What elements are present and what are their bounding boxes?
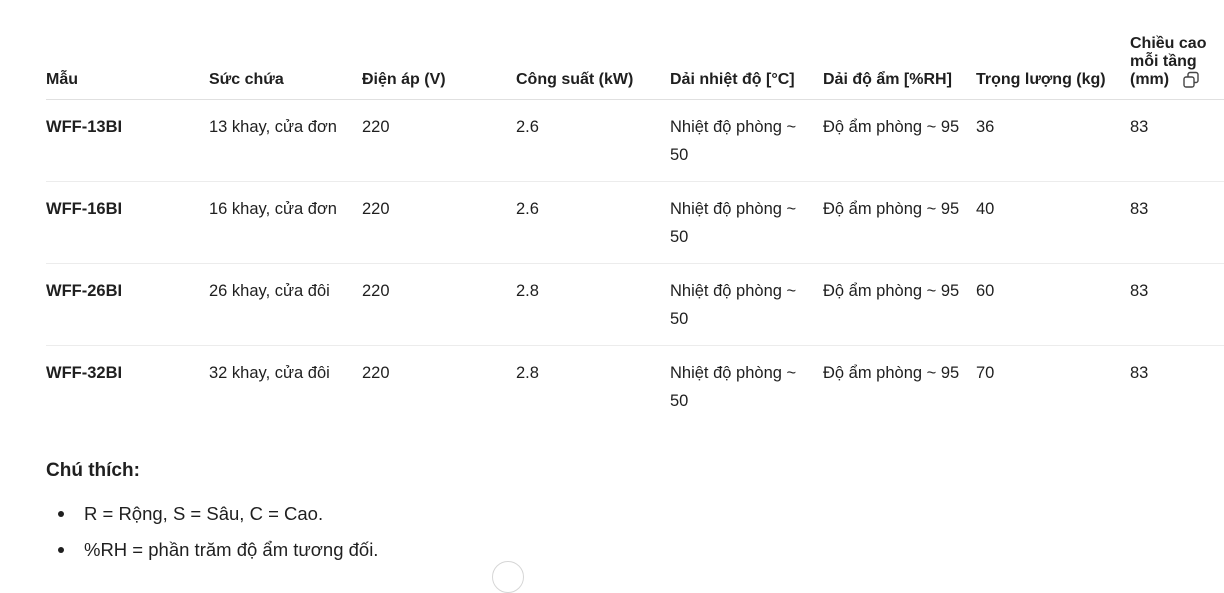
cell-weight: 40 <box>976 181 1130 263</box>
notes-list <box>46 496 378 568</box>
cell-humidity-range: Độ ẩm phòng ~ 95 <box>823 263 976 345</box>
cell-weight: 70 <box>976 363 995 382</box>
header-tier-height <box>1130 0 1224 99</box>
cell-voltage: 220 <box>362 181 516 263</box>
notes-heading: Chú thích: <box>46 460 140 481</box>
header-capacity: Sức chứa <box>209 0 362 99</box>
header-humidity-range: Dải độ ẩm [%RH] <box>823 0 976 99</box>
cell-weight: 60 <box>976 263 1130 345</box>
cell-voltage: 220 <box>362 363 390 382</box>
cell-humidity-range: Độ ẩm phòng ~ 95 <box>823 99 976 181</box>
cell-power: 2.8 <box>516 263 670 345</box>
cell-power: 2.6 <box>516 181 670 263</box>
cell-capacity: 16 khay, cửa đơn <box>209 181 362 263</box>
cell-model: WFF-16BI <box>46 181 209 263</box>
cell-capacity: 32 khay, cửa đôi <box>209 363 330 382</box>
table-row <box>46 263 1224 345</box>
header-power: Công suất (kW) <box>516 0 670 99</box>
header-model: Mẫu <box>46 0 209 99</box>
cell-power: 2.8 <box>516 363 539 382</box>
cell-power: 2.6 <box>516 99 670 181</box>
header-tier-height-label: Chiều cao mỗi tầng (mm) <box>1130 34 1207 88</box>
cell-capacity: 26 khay, cửa đôi <box>209 263 362 345</box>
cell-model: WFF-13BI <box>46 99 209 181</box>
cell-model: WFF-26BI <box>46 263 209 345</box>
scroll-down-button[interactable] <box>492 561 524 593</box>
table-row <box>46 345 1224 427</box>
cell-model: WFF-32BI <box>46 363 123 382</box>
list-item: R = Rộng, S = Sâu, C = Cao. <box>46 496 378 532</box>
table-header-row <box>46 0 1224 99</box>
header-weight: Trọng lượng (kg) <box>976 0 1130 99</box>
cell-humidity-range: Độ ẩm phòng ~ 95 <box>823 363 960 382</box>
cell-voltage: 220 <box>362 263 516 345</box>
cell-temperature-range: Nhiệt độ phòng ~ 50 <box>670 363 797 410</box>
spec-table-container <box>46 0 1224 427</box>
cell-tier-height: 83 <box>1130 363 1149 382</box>
copy-icon[interactable] <box>1182 71 1200 89</box>
cell-humidity-range: Độ ẩm phòng ~ 95 <box>823 181 976 263</box>
cell-tier-height: 83 <box>1130 263 1224 345</box>
list-item: %RH = phần trăm độ ẩm tương đối. <box>46 532 378 568</box>
cell-temperature-range: Nhiệt độ phòng ~ 50 <box>670 181 823 263</box>
cell-tier-height: 83 <box>1130 181 1224 263</box>
cell-temperature-range: Nhiệt độ phòng ~ 50 <box>670 99 823 181</box>
table-row <box>46 181 1224 263</box>
cell-weight: 36 <box>976 99 1130 181</box>
cell-tier-height: 83 <box>1130 99 1224 181</box>
cell-capacity: 13 khay, cửa đơn <box>209 99 362 181</box>
spec-table <box>46 0 1224 427</box>
header-temperature-range: Dải nhiệt độ [°C] <box>670 0 823 99</box>
table-row <box>46 99 1224 181</box>
header-voltage: Điện áp (V) <box>362 0 516 99</box>
cell-temperature-range: Nhiệt độ phòng ~ 50 <box>670 263 823 345</box>
cell-voltage: 220 <box>362 99 516 181</box>
